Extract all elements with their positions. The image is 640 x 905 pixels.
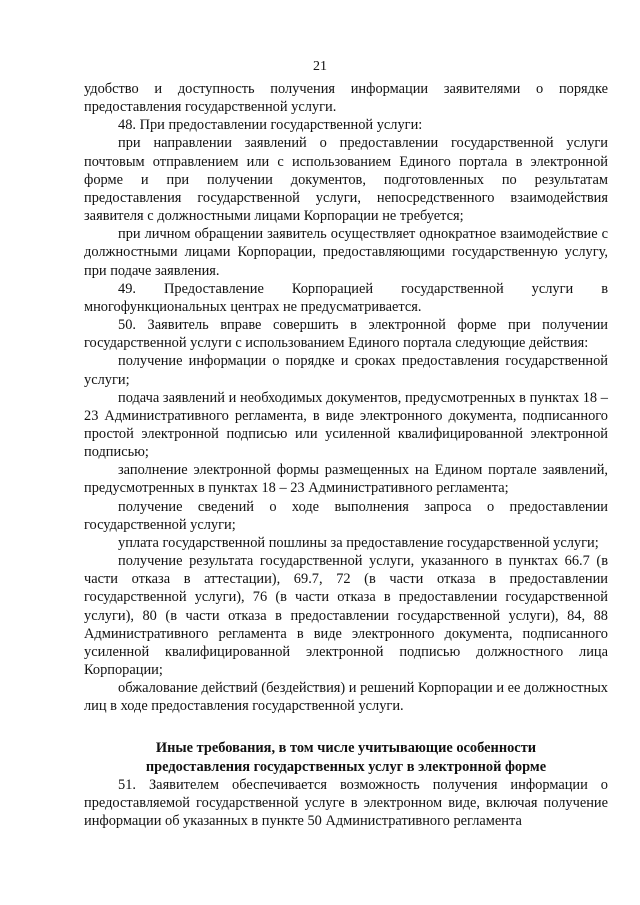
paragraph: уплата государственной пошлины за предоставление государственной услуги; [118, 534, 599, 551]
paragraph: удобство и доступность получения информации заявителями о порядке предоставления государственной услуги. [84, 81, 608, 116]
paragraph: получение информации о порядке и сроках предоставления государственной услуги; [84, 353, 608, 388]
paragraph: 48. При предоставлении государственной услуги: [118, 117, 423, 134]
paragraph: 50. Заявитель вправе совершить в электронной форме при получении государственной услуги с использованием Единого портала следующие действия: [84, 317, 608, 352]
section-heading-line-1: Иные требования, в том числе учитывающие особенности [155, 740, 537, 757]
paragraph: получение сведений о ходе выполнения запроса о предоставлении государственной услуги; [84, 498, 608, 533]
paragraph: подача заявлений и необходимых документов, предусмотренных в пунктах 18 – 23 Административного регламента, в виде электронного документа, подписанного простой электронной подписью или усиленной квалифицированной электронной подписью; [84, 389, 608, 461]
paragraph: получение результата государственной услуги, указанного в пунктах 66.7 (в части отказа в аттестации), 69.7, 72 (в части отказа в предоставлении государственной услуги), 76 (в части отказа в предоставлении государственной услуги), 80 (в части отказа в предоставлении государственной услуги), 84, 88 Административного регламента в виде электронного документа, подписанного усиленной квалифицированной электронной подписью должностного лица Корпорации; [84, 553, 608, 678]
document-body [84, 80, 608, 830]
paragraph: обжалование действий (бездействия) и решений Корпорации и ее должностных лиц в ходе предоставления государственной услуги. [84, 680, 608, 715]
section-heading [84, 739, 608, 775]
paragraph: при направлении заявлений о предоставлении государственной услуги почтовым отправлением или с использованием Единого портала в электронной форме и при получении документов, подготовленных по результатам предоставления государственной услуги, непосредственного взаимодействия заявителя с должностными лицами Корпорации не требуется; [84, 135, 608, 225]
paragraph: 49. Предоставление Корпорацией государственной услуги в многофункциональных центрах не предусматривается. [84, 280, 608, 315]
page-number: 21 [313, 59, 327, 74]
paragraph: заполнение электронной формы размещенных на Едином портале заявлений, предусмотренных в пунктах 18 – 23 Административного регламента; [84, 462, 608, 497]
paragraph: при личном обращении заявитель осуществляет однократное взаимодействие с должностными лицами Корпорации, предоставляющими государственную услугу, при подаче заявления. [84, 226, 608, 279]
paragraph-51: 51. Заявителем обеспечивается возможность получения информации о предоставляемой государственной услуге в электронном виде, включая получение информации об указанных в пункте 50 Административного регламента [84, 776, 608, 830]
section-heading-line-2: предоставления государственных услуг в электронной форме [145, 758, 547, 775]
paragraph-list [84, 80, 608, 715]
